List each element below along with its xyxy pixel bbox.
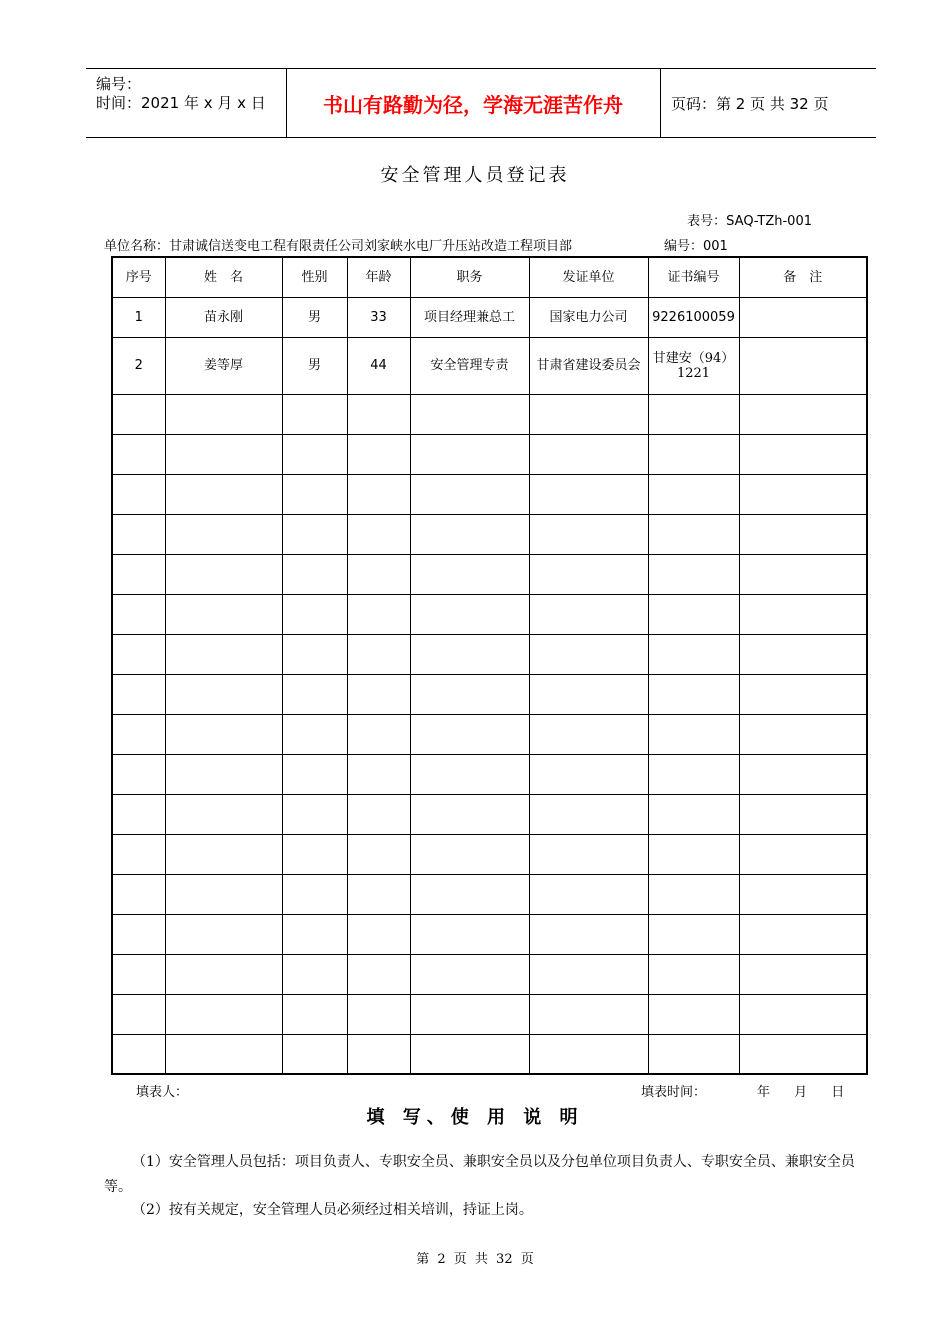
- table-cell: [739, 834, 867, 874]
- table-cell: [282, 634, 347, 674]
- table-cell: 苗永刚: [165, 297, 282, 337]
- table-cell: [739, 994, 867, 1034]
- table-cell: [529, 834, 648, 874]
- table-cell: [529, 554, 648, 594]
- table-cell: [165, 674, 282, 714]
- table-cell: [112, 954, 165, 994]
- header-motto-cell: [286, 69, 661, 137]
- table-cell: [648, 394, 739, 434]
- table-cell: [165, 954, 282, 994]
- table-cell: [739, 794, 867, 834]
- table-cell: [648, 434, 739, 474]
- table-cell: [165, 394, 282, 434]
- table-cell: [347, 794, 410, 834]
- table-cell: [739, 514, 867, 554]
- table-cell: [347, 754, 410, 794]
- table-cell: [112, 914, 165, 954]
- empty-table-row: [112, 754, 867, 794]
- table-cell: [410, 634, 529, 674]
- table-cell: [347, 634, 410, 674]
- register-table: [111, 256, 868, 1075]
- table-cell: [112, 394, 165, 434]
- table-cell: 男: [282, 297, 347, 337]
- empty-table-row: [112, 634, 867, 674]
- table-cell: [112, 834, 165, 874]
- table-cell: [410, 834, 529, 874]
- table-cell: [529, 394, 648, 434]
- table-cell: [282, 714, 347, 754]
- table-cell: [165, 834, 282, 874]
- empty-table-row: [112, 794, 867, 834]
- page-info: 页码：第 2 页 共 32 页: [671, 94, 829, 113]
- table-cell: [165, 994, 282, 1034]
- table-cell: [282, 834, 347, 874]
- column-header: 序号: [112, 257, 165, 297]
- table-cell: [112, 754, 165, 794]
- column-header: 姓 名: [165, 257, 282, 297]
- table-cell: [739, 634, 867, 674]
- table-cell: [347, 714, 410, 754]
- table-cell: [347, 434, 410, 474]
- table-cell: [529, 914, 648, 954]
- page-footer: 第 2 页 共 32 页: [416, 1252, 534, 1267]
- table-cell: 9226100059: [648, 297, 739, 337]
- table-cell: [165, 514, 282, 554]
- table-cell: [648, 554, 739, 594]
- table-cell: [410, 474, 529, 514]
- table-cell: [282, 994, 347, 1034]
- table-cell: 安全管理专责: [410, 337, 529, 394]
- fill-time-label: 填表时间：: [641, 1085, 707, 1100]
- table-cell: [347, 594, 410, 634]
- time-label: 时间：2021 年 x 月 x 日: [96, 94, 266, 112]
- table-cell: [410, 1034, 529, 1074]
- table-cell: [410, 554, 529, 594]
- empty-table-row: [112, 954, 867, 994]
- table-cell: 44: [347, 337, 410, 394]
- table-cell: [282, 474, 347, 514]
- table-cell: 姜等厚: [165, 337, 282, 394]
- table-cell: [112, 714, 165, 754]
- table-cell: [282, 434, 347, 474]
- table-cell: [112, 674, 165, 714]
- table-cell: [529, 994, 648, 1034]
- table-cell: [529, 874, 648, 914]
- table-cell: [347, 394, 410, 434]
- table-cell: [739, 954, 867, 994]
- header-meta-cell: [86, 69, 287, 137]
- empty-table-row: [112, 514, 867, 554]
- table-cell: [112, 594, 165, 634]
- table-cell: [410, 714, 529, 754]
- table-cell: [739, 554, 867, 594]
- table-cell: [529, 674, 648, 714]
- table-cell: [739, 474, 867, 514]
- table-cell: [112, 794, 165, 834]
- table-cell: [739, 337, 867, 394]
- table-cell: [739, 674, 867, 714]
- unit-name: 单位名称：甘肃诚信送变电工程有限责任公司刘家峡水电厂升压站改造工程项目部: [104, 239, 573, 254]
- table-cell: [648, 714, 739, 754]
- empty-table-row: [112, 994, 867, 1034]
- table-cell: [347, 554, 410, 594]
- table-cell: [112, 1034, 165, 1074]
- table-cell: [410, 594, 529, 634]
- table-cell: [282, 554, 347, 594]
- table-cell: [282, 914, 347, 954]
- table-cell: [410, 794, 529, 834]
- table-cell: [347, 834, 410, 874]
- serial-number: 编号：001: [664, 239, 728, 254]
- empty-table-row: [112, 554, 867, 594]
- table-cell: [282, 514, 347, 554]
- table-cell: [648, 1034, 739, 1074]
- table-cell: [165, 594, 282, 634]
- table-cell: [648, 874, 739, 914]
- table-cell: [282, 874, 347, 914]
- instruction-item: （2）按有关规定，安全管理人员必须经过相关培训，持证上岗。: [132, 1202, 533, 1218]
- table-cell: [282, 794, 347, 834]
- form-title: 安全管理人员登记表: [380, 165, 570, 186]
- form-number: 表号：SAQ-TZh-001: [687, 214, 812, 229]
- table-header-row: [112, 257, 867, 297]
- table-cell: [410, 954, 529, 994]
- table-cell: [112, 874, 165, 914]
- table-cell: 1: [112, 297, 165, 337]
- column-header: 年龄: [347, 257, 410, 297]
- table-cell: [648, 834, 739, 874]
- table-cell: [410, 514, 529, 554]
- table-row: [112, 297, 867, 337]
- empty-table-row: [112, 1034, 867, 1074]
- table-cell: [648, 634, 739, 674]
- table-cell: [347, 954, 410, 994]
- table-cell: [165, 874, 282, 914]
- empty-table-row: [112, 714, 867, 754]
- table-cell: [347, 994, 410, 1034]
- table-cell: [529, 754, 648, 794]
- table-cell: [410, 394, 529, 434]
- table-cell: [165, 434, 282, 474]
- table-cell: [347, 674, 410, 714]
- table-cell: [648, 994, 739, 1034]
- table-cell: [410, 914, 529, 954]
- document-header: [86, 68, 876, 138]
- table-cell: 男: [282, 337, 347, 394]
- table-cell: [165, 794, 282, 834]
- instruction-item: （1）安全管理人员包括：项目负责人、专职安全员、兼职安全员以及分包单位项目负责人、专职安全员、兼职安全员等。: [104, 1154, 855, 1195]
- table-cell: [529, 474, 648, 514]
- table-cell: [648, 514, 739, 554]
- column-header: 性别: [282, 257, 347, 297]
- table-cell: [410, 674, 529, 714]
- table-cell: [529, 954, 648, 994]
- table-cell: [410, 434, 529, 474]
- table-cell: [648, 794, 739, 834]
- table-cell: [648, 474, 739, 514]
- table-cell: [739, 914, 867, 954]
- table-cell: [282, 754, 347, 794]
- table-cell: [282, 954, 347, 994]
- empty-rows: [112, 394, 867, 1074]
- code-label: 编号：: [96, 75, 142, 93]
- table-cell: [165, 474, 282, 514]
- table-cell: [165, 554, 282, 594]
- table-cell: [112, 634, 165, 674]
- empty-table-row: [112, 834, 867, 874]
- empty-table-row: [112, 474, 867, 514]
- table-cell: [739, 297, 867, 337]
- table-cell: 2: [112, 337, 165, 394]
- table-cell: [410, 994, 529, 1034]
- table-cell: [347, 1034, 410, 1074]
- table-cell: [529, 794, 648, 834]
- table-cell: [529, 434, 648, 474]
- table-cell: [347, 914, 410, 954]
- table-cell: 33: [347, 297, 410, 337]
- table-cell: [165, 1034, 282, 1074]
- table-cell: 甘肃省建设委员会: [529, 337, 648, 394]
- table-cell: [529, 594, 648, 634]
- empty-table-row: [112, 434, 867, 474]
- table-cell: [347, 514, 410, 554]
- table-cell: [165, 634, 282, 674]
- header-page-cell: [661, 69, 876, 137]
- table-cell: [347, 474, 410, 514]
- table-cell: [165, 914, 282, 954]
- empty-table-row: [112, 874, 867, 914]
- table-cell: [529, 714, 648, 754]
- table-cell: [282, 594, 347, 634]
- table-cell: [739, 714, 867, 754]
- filler-label: 填表人：: [136, 1085, 189, 1100]
- table-cell: 项目经理兼总工: [410, 297, 529, 337]
- table-cell: [112, 474, 165, 514]
- table-cell: [648, 754, 739, 794]
- table-cell: [739, 594, 867, 634]
- table-cell: [410, 754, 529, 794]
- table-cell: [165, 714, 282, 754]
- table-cell: [347, 874, 410, 914]
- table-cell: [282, 674, 347, 714]
- table-cell: [529, 634, 648, 674]
- table-cell: [648, 914, 739, 954]
- motto: 书山有路勤为径，学海无涯苦作舟: [323, 92, 623, 117]
- table-cell: [648, 594, 739, 634]
- empty-table-row: [112, 914, 867, 954]
- table-cell: [648, 954, 739, 994]
- table-cell: 甘建安（94）1221: [648, 337, 739, 394]
- table-cell: [739, 1034, 867, 1074]
- table-cell: [529, 1034, 648, 1074]
- empty-table-row: [112, 394, 867, 434]
- instructions-title: 填 写、使 用 说 明: [366, 1107, 584, 1128]
- table-cell: [739, 434, 867, 474]
- column-header: 职务: [410, 257, 529, 297]
- table-cell: [529, 514, 648, 554]
- table-cell: [282, 394, 347, 434]
- table-cell: [112, 434, 165, 474]
- column-header: 证书编号: [648, 257, 739, 297]
- empty-table-row: [112, 594, 867, 634]
- empty-table-row: [112, 674, 867, 714]
- date-placeholder: 年 月 日: [757, 1085, 845, 1100]
- table-cell: [410, 874, 529, 914]
- column-header: 备 注: [739, 257, 867, 297]
- table-cell: [739, 874, 867, 914]
- table-cell: [112, 994, 165, 1034]
- column-header: 发证单位: [529, 257, 648, 297]
- table-cell: [112, 514, 165, 554]
- table-cell: [282, 1034, 347, 1074]
- table-cell: [165, 754, 282, 794]
- table-cell: [112, 554, 165, 594]
- table-cell: [648, 674, 739, 714]
- table-row: [112, 337, 867, 394]
- table-cell: [739, 394, 867, 434]
- table-cell: 国家电力公司: [529, 297, 648, 337]
- table-cell: [739, 754, 867, 794]
